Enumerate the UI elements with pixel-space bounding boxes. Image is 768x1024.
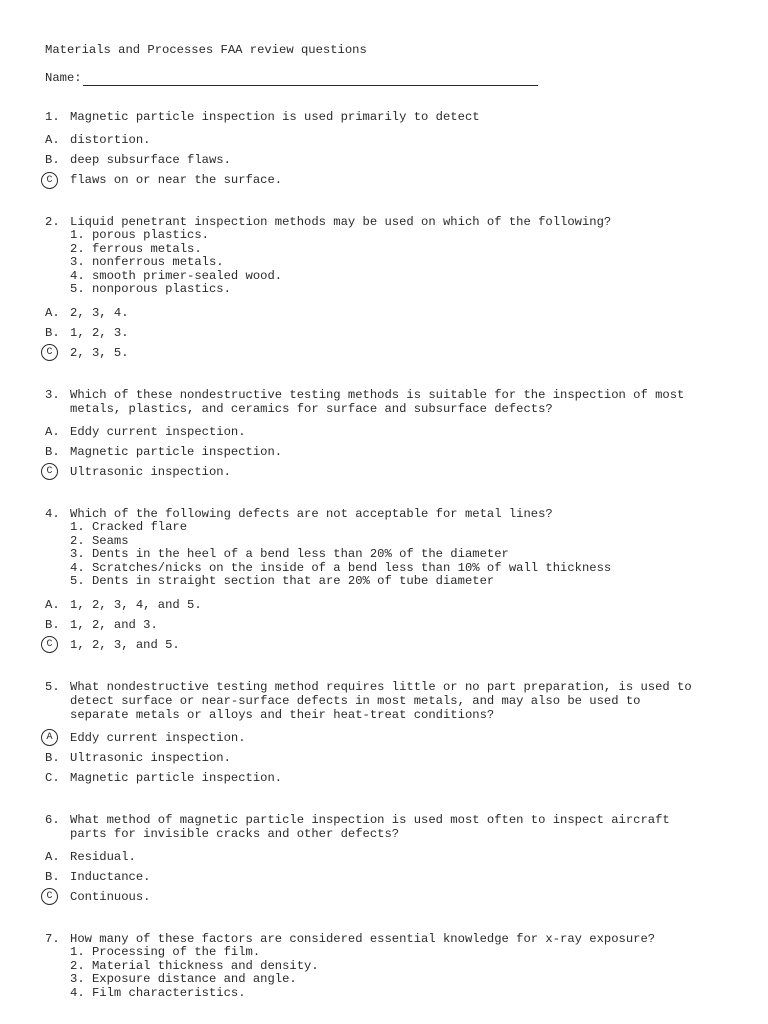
circled-answer-letter [45, 636, 70, 653]
answer-letter [45, 598, 70, 612]
answer-text: distortion. [70, 133, 151, 147]
answer-letter [45, 771, 70, 785]
answer-option[interactable] [45, 615, 745, 635]
name-field[interactable] [83, 72, 538, 86]
question-2 [45, 215, 745, 363]
question-text: How many of these factors are considered essential knowledge for x-ray exposure? [70, 931, 656, 946]
answer-option[interactable] [45, 442, 745, 462]
answer-letter-text: C [41, 463, 58, 480]
answer-text: Magnetic particle inspection. [70, 770, 283, 785]
answer-letter-text: C [41, 344, 58, 361]
answer-text: 2, 3, 5. [70, 345, 129, 360]
sub-item: 1. porous plastics. [70, 228, 209, 242]
answer-letter [45, 306, 70, 320]
answer-text: Magnetic particle inspection. [70, 444, 283, 459]
answer-options [45, 728, 745, 788]
answer-option[interactable] [45, 635, 745, 655]
answer-options [45, 130, 745, 190]
question-4 [45, 507, 745, 655]
answer-options [45, 422, 745, 482]
answer-text: Inductance. [70, 869, 151, 884]
answer-letter [45, 850, 70, 864]
answer-letter-text: B. [45, 869, 60, 884]
answer-letter-text: C. [45, 770, 60, 785]
question-stem [45, 388, 745, 416]
question-stem [45, 932, 745, 946]
answer-letter [45, 445, 70, 459]
answer-text: 1, 2, 3. [70, 325, 129, 340]
question-stem [45, 110, 745, 124]
sub-item: 1. Cracked flare [70, 519, 188, 534]
answer-text: 1, 2, 3, 4, and 5. [70, 597, 202, 612]
answer-text: 2, 3, 4. [70, 305, 129, 320]
answer-letter [45, 425, 70, 439]
answer-option[interactable] [45, 887, 745, 907]
circled-answer-letter [45, 344, 70, 361]
answer-option[interactable] [45, 867, 745, 887]
sub-item: 4. Scratches/nicks on the inside of a bend less than 10% of wall thickness [70, 560, 612, 575]
answer-text: Ultrasonic inspection. [70, 750, 231, 765]
answer-letter-text: A. [45, 133, 60, 147]
worksheet-title: Materials and Processes FAA review questions [45, 43, 367, 57]
answer-option[interactable] [45, 728, 745, 748]
sub-item: 1. Processing of the film. [70, 944, 261, 959]
answer-letter-text: A. [45, 597, 60, 612]
answer-letter [45, 751, 70, 765]
answer-text: Eddy current inspection. [70, 424, 246, 439]
sub-item: 3. Exposure distance and angle. [70, 972, 297, 987]
answer-letter-text: C [41, 636, 58, 653]
question-number: 6. [45, 812, 60, 827]
circled-answer-letter [45, 172, 70, 189]
question-1 [45, 110, 745, 190]
answer-text: Residual. [70, 849, 136, 864]
answer-option[interactable] [45, 422, 745, 442]
question-stem [45, 215, 745, 229]
answer-option[interactable] [45, 343, 745, 363]
answer-text: Continuous. [70, 889, 151, 904]
answer-text: 1, 2, 3, and 5. [70, 637, 180, 652]
answer-option[interactable] [45, 323, 745, 343]
answer-text: deep subsurface flaws. [70, 153, 231, 167]
question-stem [45, 680, 745, 722]
name-label: Name: [45, 71, 82, 85]
answer-option[interactable] [45, 462, 745, 482]
answer-options [45, 595, 745, 655]
answer-letter [45, 618, 70, 632]
sub-item: 3. Dents in the heel of a bend less than 20% of the diameter [70, 547, 509, 562]
sub-item: 2. ferrous metals. [70, 241, 202, 256]
answer-options [45, 303, 745, 363]
answer-letter-text: A. [45, 849, 60, 864]
answer-letter-text: B. [45, 617, 60, 632]
sub-item: 2. Seams [70, 533, 129, 548]
question-list [45, 110, 745, 1000]
answer-option[interactable] [45, 595, 745, 615]
question-text: Liquid penetrant inspection methods may be used on which of the following? [70, 215, 612, 229]
answer-text: Ultrasonic inspection. [70, 464, 231, 479]
question-number: 7. [45, 931, 60, 946]
question-stem [45, 813, 745, 841]
sub-item: 2. Material thickness and density. [70, 958, 319, 973]
answer-option[interactable] [45, 748, 745, 768]
sub-item: 4. smooth primer-sealed wood. [70, 268, 283, 283]
question-5 [45, 680, 745, 788]
question-text: What nondestructive testing method requires little or no part preparation, is used to detect surface or near-surface defects in most metals, and may also be used to separate metals or alloys and their heat-treat conditions? [70, 679, 692, 722]
answer-option[interactable] [45, 303, 745, 323]
question-number: 3. [45, 387, 60, 402]
circled-answer-letter [45, 729, 70, 746]
answer-letter-text: A. [45, 424, 60, 439]
answer-option[interactable] [45, 170, 745, 190]
answer-letter-text: C [41, 172, 58, 189]
question-number: 2. [45, 215, 60, 229]
answer-options [45, 847, 745, 907]
question-text: Which of the following defects are not acceptable for metal lines? [70, 506, 553, 521]
answer-letter [45, 870, 70, 884]
answer-letter-text: A [41, 729, 58, 746]
sub-item: 5. nonporous plastics. [70, 282, 231, 297]
answer-letter-text: B. [45, 153, 60, 167]
question-3 [45, 388, 745, 482]
answer-letter [45, 153, 70, 167]
circled-answer-letter [45, 463, 70, 480]
sub-item: 3. nonferrous metals. [70, 255, 224, 270]
sub-item-list [70, 946, 745, 1000]
answer-text: Eddy current inspection. [70, 730, 246, 745]
question-text: Which of these nondestructive testing methods is suitable for the inspection of most metals, plastics, and ceramics for surface and subsurface defects? [70, 387, 685, 416]
question-7 [45, 932, 745, 1000]
answer-option[interactable] [45, 768, 745, 788]
answer-option[interactable] [45, 130, 745, 150]
sub-item-list [70, 521, 745, 589]
question-text: What method of magnetic particle inspection is used most often to inspect aircraft parts for invisible cracks and other defects? [70, 812, 670, 841]
answer-letter [45, 133, 70, 147]
answer-text: 1, 2, and 3. [70, 617, 158, 632]
answer-letter-text: B. [45, 444, 60, 459]
answer-option[interactable] [45, 847, 745, 867]
answer-letter-text: B. [45, 325, 60, 340]
name-row [45, 70, 745, 86]
circled-answer-letter [45, 888, 70, 905]
question-6 [45, 813, 745, 907]
answer-letter [45, 326, 70, 340]
answer-letter-text: A. [45, 305, 60, 320]
question-stem [45, 507, 745, 521]
answer-text: flaws on or near the surface. [70, 173, 283, 187]
worksheet-page [45, 42, 745, 1000]
question-number: 4. [45, 506, 60, 521]
answer-option[interactable] [45, 150, 745, 170]
question-number: 1. [45, 110, 60, 124]
question-number: 5. [45, 679, 60, 694]
answer-letter-text: C [41, 888, 58, 905]
sub-item: 5. Dents in straight section that are 20% of tube diameter [70, 574, 495, 589]
sub-item: 4. Film characteristics. [70, 985, 246, 1000]
answer-letter-text: B. [45, 750, 60, 765]
sub-item-list [70, 229, 745, 297]
question-text: Magnetic particle inspection is used primarily to detect [70, 110, 480, 124]
